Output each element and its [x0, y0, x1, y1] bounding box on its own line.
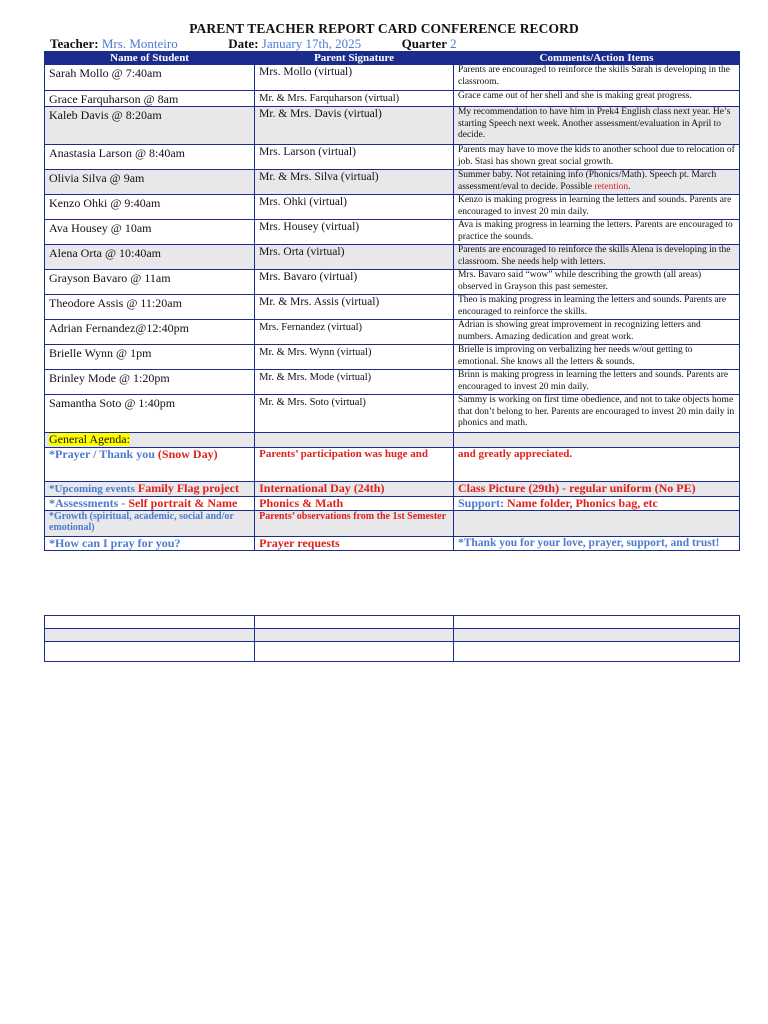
support-value: Name folder, Phonics bag, etc	[507, 496, 658, 510]
table-row	[45, 395, 740, 433]
thank-you-note: *Thank you for your love, prayer, support, and trust!	[453, 537, 739, 551]
parent-signature: Mrs. Ohki (virtual)	[255, 195, 454, 220]
support-label: Support:	[457, 496, 504, 510]
student-name: Brinley Mode @ 1:20pm	[45, 370, 255, 395]
student-name: Grayson Bavaro @ 11am	[45, 270, 255, 295]
column-header-student: Name of Student	[45, 52, 255, 65]
student-name: Adrian Fernandez@12:40pm	[45, 320, 255, 345]
table-row	[45, 295, 740, 320]
parent-signature: Mr. & Mrs. Wynn (virtual)	[255, 345, 454, 370]
blank-table	[44, 615, 740, 662]
student-name: Kenzo Ohki @ 9:40am	[45, 195, 255, 220]
agenda-assessments-row	[45, 497, 740, 511]
comment-cell: Grace came out of her shell and she is making great progress.	[453, 91, 739, 107]
parent-signature: Mr. & Mrs. Farquharson (virtual)	[255, 91, 454, 107]
student-name: Alena Orta @ 10:40am	[45, 245, 255, 270]
student-name: Kaleb Davis @ 8:20am	[45, 107, 255, 145]
assessment-self-portrait: Self portrait & Name	[128, 496, 238, 510]
column-header-comments: Comments/Action Items	[453, 52, 739, 65]
agenda-heading-row	[45, 433, 740, 448]
parent-signature: Mrs. Orta (virtual)	[255, 245, 454, 270]
teacher-name: Mrs. Monteiro	[101, 36, 178, 51]
agenda-events-row	[45, 482, 740, 497]
comment-cell: Mrs. Bavaro said “wow” while describing the growth (all areas) observed in Grayson this past semester.	[453, 270, 739, 295]
parent-signature: Mrs. Bavaro (virtual)	[255, 270, 454, 295]
comment-cell: Sammy is working on first time obedience, and not to take objects home that don’t belong to her. Parents are encouraged to invest 20 min daily in phonics and math.	[453, 395, 739, 433]
student-name: Grace Farquharson @ 8am	[45, 91, 255, 107]
agenda-prayer-cell	[45, 448, 255, 482]
table-row	[45, 245, 740, 270]
conference-table	[44, 51, 740, 551]
comment-cell: Adrian is showing great improvement in recognizing letters and numbers. Amazing dedication and great work.	[453, 320, 739, 345]
table-row	[45, 220, 740, 245]
table-row	[45, 320, 740, 345]
parent-signature: Mr. & Mrs. Mode (virtual)	[255, 370, 454, 395]
conference-date: January 17th, 2025	[261, 36, 362, 51]
assessments-label: *Assessments -	[49, 496, 126, 510]
table-row	[45, 195, 740, 220]
student-name: Theodore Assis @ 11:20am	[45, 295, 255, 320]
table-row	[45, 107, 740, 145]
agenda-events-cell	[45, 482, 255, 497]
student-name: Sarah Mollo @ 7:40am	[45, 65, 255, 91]
agenda-pray-row	[45, 537, 740, 551]
date-label: Date:	[228, 36, 259, 51]
growth-label: *Growth (spiritual, academic, social and/or emotional)	[45, 511, 255, 537]
student-name: Olivia Silva @ 9am	[45, 170, 255, 195]
quarter-value: 2	[450, 36, 457, 51]
comment-cell: Kenzo is making progress in learning the letters and sounds. Parents are encouraged to invest 20 min daily.	[453, 195, 739, 220]
agenda-assessments-cell	[45, 497, 255, 511]
parent-signature: Mr. & Mrs. Davis (virtual)	[255, 107, 454, 145]
student-name: Anastasia Larson @ 8:40am	[45, 145, 255, 170]
table-row	[45, 345, 740, 370]
parent-signature: Mrs. Larson (virtual)	[255, 145, 454, 170]
parent-signature: Mr. & Mrs. Soto (virtual)	[255, 395, 454, 433]
comment-end: .	[628, 181, 631, 192]
agenda-heading: General Agenda:	[49, 432, 130, 446]
comment-cell: Parents may have to move the kids to another school due to relocation of job. Stasi has shown great social growth.	[453, 145, 739, 170]
student-name: Ava Housey @ 10am	[45, 220, 255, 245]
table-row	[45, 145, 740, 170]
parent-signature: Mrs. Housey (virtual)	[255, 220, 454, 245]
parent-signature: Mrs. Mollo (virtual)	[255, 65, 454, 91]
agenda-growth-row	[45, 511, 740, 537]
table-row	[45, 170, 740, 195]
comment-cell: Brielle is improving on verbalizing her needs w/out getting to emotional. She knows all the letters & sounds.	[453, 345, 739, 370]
quarter-label: Quarter	[401, 36, 447, 51]
events-label: *Upcoming events	[49, 483, 135, 495]
parent-signature: Mrs. Fernandez (virtual)	[255, 320, 454, 345]
assessment-phonics-math: Phonics & Math	[255, 497, 454, 511]
teacher-label: Teacher:	[50, 36, 99, 51]
table-row	[45, 65, 740, 91]
column-header-signature: Parent Signature	[255, 52, 454, 65]
comment-cell	[453, 170, 739, 195]
comment-cell: Parents are encouraged to reinforce the skills Sarah is developing in the classroom.	[453, 65, 739, 91]
prayer-label: *Prayer / Thank you	[49, 447, 155, 461]
blank-row	[45, 629, 740, 642]
growth-value: Parents’ observations from the 1st Semester	[255, 511, 454, 537]
student-name: Brielle Wynn @ 1pm	[45, 345, 255, 370]
comment-cell: My recommendation to have him in Prek4 English class next year. He’s starting Speech next week. Another assessment/evaluation in April to decide.	[453, 107, 739, 145]
student-name: Samantha Soto @ 1:40pm	[45, 395, 255, 433]
event-family-flag: Family Flag project	[137, 481, 239, 495]
parent-signature: Mr. & Mrs. Assis (virtual)	[255, 295, 454, 320]
agenda-heading-cell	[45, 433, 255, 448]
agenda-support-cell	[453, 497, 739, 511]
conference-meta	[50, 36, 457, 52]
comment-cell: Ava is making progress in learning the letters. Parents are encouraged to practice the sounds.	[453, 220, 739, 245]
participation-note-1: Parents’ participation was huge and	[255, 448, 454, 482]
comment-cell: Parents are encouraged to reinforce the skills Alena is developing in the classroom. She needs help with letters.	[453, 245, 739, 270]
participation-note-2: and greatly appreciated.	[453, 448, 739, 482]
event-class-picture: Class Picture (29th) - regular uniform (No PE)	[453, 482, 739, 497]
event-international-day: International Day (24th)	[255, 482, 454, 497]
blank-row	[45, 616, 740, 629]
prayer-note: (Snow Day)	[157, 447, 218, 461]
table-row	[45, 370, 740, 395]
pray-value: Prayer requests	[255, 537, 454, 551]
comment-highlight: retention	[594, 181, 629, 192]
comment-cell: Brinn is making progress in learning the letters and sounds. Parents are encouraged to invest 20 min daily.	[453, 370, 739, 395]
blank-row	[45, 642, 740, 662]
parent-signature: Mr. & Mrs. Silva (virtual)	[255, 170, 454, 195]
table-row	[45, 270, 740, 295]
pray-label: *How can I pray for you?	[45, 537, 255, 551]
document-title: PARENT TEACHER REPORT CARD CONFERENCE RECORD	[189, 21, 579, 36]
table-header-row	[45, 52, 740, 65]
comment-text: Summer baby. Not retaining info (Phonics/Math). Speech pt. March assessment/eval to decide. Possible	[457, 170, 717, 192]
agenda-prayer-row	[45, 448, 740, 482]
table-row	[45, 91, 740, 107]
comment-cell: Theo is making progress in learning the letters and sounds. Parents are encouraged to reinforce the skills.	[453, 295, 739, 320]
